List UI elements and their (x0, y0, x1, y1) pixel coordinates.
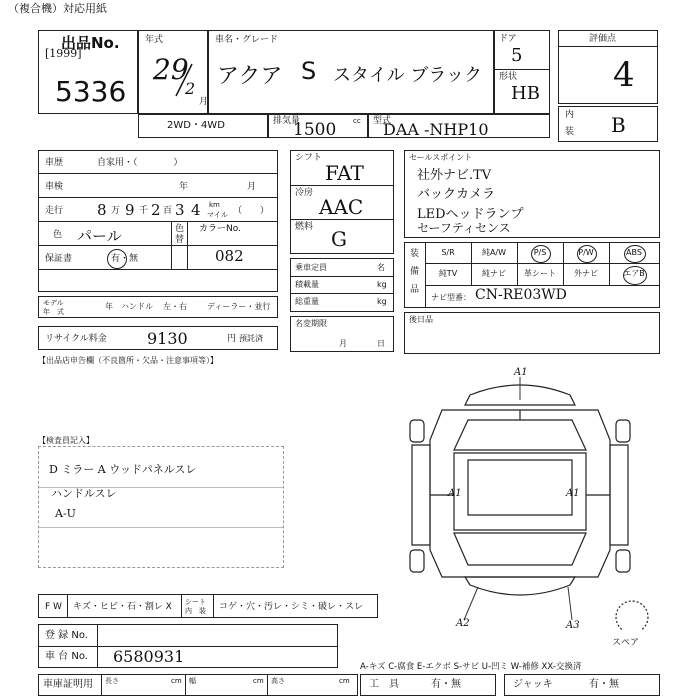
warranty-value: 有・無 (111, 254, 139, 264)
model-year-year: 年 (105, 302, 113, 311)
model-box (208, 30, 494, 114)
shape-label: 形状 (499, 72, 518, 82)
mark-right: A1 (566, 488, 580, 499)
damage-legend: A-キズ C-腐食 E-エクボ S-サビ U-凹ミ W-補修 XX-交換済 (360, 662, 582, 672)
mileage-v4: 3 (175, 201, 185, 219)
reg-vin-box (38, 624, 338, 668)
color-tag-2: 替 (175, 235, 185, 245)
tools-label: 工 具 (369, 679, 399, 690)
mark-left: A1 (448, 488, 462, 499)
post-reg-box (404, 312, 660, 354)
seller-notes-label: 【出品店申告欄（不良箇所・欠品・注意事項等）】 (38, 356, 218, 365)
interior-label-1: 内 (565, 110, 575, 120)
inspector-note-1: D ミラー A ウッドパネルスレ (49, 463, 197, 476)
interior-value: B (611, 113, 626, 137)
recycle-value: 9130 (147, 329, 188, 348)
doors-value: 5 (511, 45, 523, 66)
model-year-label-2: 年 式 (43, 308, 64, 316)
inspection-label: 車検 (45, 182, 64, 192)
displacement-box (268, 114, 368, 138)
doc-type: （複合機）対応用紙 (8, 2, 107, 15)
ac-value: AAC (319, 195, 364, 219)
car-damage-diagram (400, 365, 660, 630)
fuel-label: 燃料 (295, 222, 314, 232)
inspection-year: 年 (179, 182, 189, 192)
year-slash (170, 60, 200, 100)
door-shape-box (494, 30, 550, 114)
shift-ac-fuel (290, 150, 394, 254)
load-unit: kg (377, 280, 387, 289)
recycle-label: リサイクル料金 (45, 334, 107, 344)
interior-box (558, 106, 658, 142)
displacement-label: 排気量 (273, 116, 301, 126)
abs-circle (624, 245, 646, 263)
sales-points (404, 150, 660, 238)
name-change-label: 名変期限 (295, 319, 327, 328)
recycle-row (38, 326, 278, 350)
cert-height: 高さ (271, 677, 285, 685)
equip-alloy: 純A/W (481, 248, 507, 257)
cert-width-unit: cm (253, 677, 264, 685)
mileage-u1: 万 (111, 206, 121, 216)
equipment-box (404, 242, 660, 308)
color-label: 色 (53, 230, 63, 240)
shift-label: シフト (295, 153, 323, 163)
equipment-label-3: 品 (410, 285, 420, 295)
chassis-value: DAA -NHP10 (383, 120, 489, 139)
equip-sr: S/R (441, 248, 455, 257)
pw-circle (577, 245, 597, 263)
model-year-label-1: モデル (43, 299, 64, 307)
model-year-sides: 左・右 (163, 302, 187, 311)
month-unit: 月 (199, 97, 209, 107)
cert-height-unit: cm (339, 677, 350, 685)
sales-point-3: LEDヘッドランプ (417, 207, 524, 222)
equip-ext-navi: 外ナビ (574, 269, 598, 278)
registration-label: 登 録 No. (45, 630, 88, 641)
mileage-v5: 4 (191, 201, 201, 219)
warranty-label: 保証書 (45, 254, 73, 264)
equip-airbag: エアB (623, 269, 645, 278)
interior-label-2: 装 (565, 127, 575, 137)
inspector-note-3: A-U (55, 507, 76, 520)
weight-label: 総重量 (295, 297, 319, 306)
ps-circle (531, 245, 551, 263)
sales-points-label: セールスポイント (409, 153, 473, 162)
model-year-handle: ハンドル (121, 302, 153, 311)
equipment-label-2: 備 (410, 267, 420, 277)
sales-point-2: バックカメラ (417, 187, 496, 202)
color-code-label: カラーNo. (199, 224, 241, 234)
tools-value: 有・無 (431, 679, 461, 690)
name-change-box (290, 316, 394, 352)
mileage-unit-mile: マイル (207, 211, 228, 219)
load-label: 積載量 (295, 280, 319, 289)
score-value: 4 (613, 55, 635, 95)
tools-box (360, 674, 496, 696)
vin-label: 車 台 No. (45, 651, 88, 662)
spare-label: スペア (612, 638, 640, 648)
equip-tv: 純TV (438, 269, 458, 278)
cert-label: 車庫証明用 (43, 679, 93, 690)
chassis-box (368, 114, 550, 138)
history-label: 車歴 (45, 158, 64, 168)
inspector-note-2: ハンドルスレ (51, 487, 117, 500)
score-box (558, 30, 658, 104)
ac-label: 冷房 (295, 188, 314, 198)
mileage-unit-km: km (209, 201, 220, 209)
color-value: パール (77, 227, 122, 245)
mileage-u3: 百 (163, 206, 173, 216)
chassis-label: 型式 (373, 116, 392, 126)
fw-label: F W (45, 602, 62, 612)
fw-sheet-1: シート (185, 598, 206, 606)
lot-box (38, 30, 138, 114)
doors-label: ドア (499, 34, 517, 44)
displacement-unit: cc (353, 117, 361, 125)
lot-label: 出品No. (61, 34, 120, 52)
fw-row (38, 594, 378, 618)
navi-label: ナビ型番： (431, 293, 471, 302)
capacity-box (290, 258, 394, 312)
shape-value: HB (511, 83, 540, 104)
vin-value: 6580931 (113, 647, 185, 666)
model-year-row (38, 296, 278, 318)
year-label: 年式 (145, 35, 164, 45)
sales-point-1: 社外ナビ.TV (417, 168, 492, 183)
mileage-v2: 9 (125, 201, 135, 219)
cert-width: 幅 (189, 677, 196, 685)
equip-ps: P/S (533, 248, 547, 257)
color-code-value: 082 (215, 247, 244, 265)
equip-navi: 純ナビ (482, 269, 506, 278)
equip-leather: 革シート (524, 269, 556, 278)
fw-sheet-2: 内 装 (185, 607, 206, 615)
mark-bottom-left: A2 (456, 618, 470, 629)
mark-bottom-right: A3 (566, 620, 580, 631)
name-change-month: 月 (339, 339, 347, 348)
navi-value: CN-RE03WD (475, 287, 567, 303)
warranty-yes-circle (107, 249, 127, 269)
year-value: 29 (153, 53, 189, 86)
lot-year-tag: [1999] (45, 47, 82, 60)
score-label: 評価点 (589, 34, 617, 44)
fuel-value: G (331, 227, 347, 251)
cert-length: 長さ (105, 677, 119, 685)
post-reg-label: 後日品 (409, 315, 433, 324)
recycle-deposit: 預託済 (239, 334, 263, 343)
color-tag-1: 色 (175, 224, 185, 234)
mileage-label: 走行 (45, 206, 64, 216)
capacity-label: 乗車定員 (295, 263, 327, 272)
cert-row (38, 674, 358, 696)
model-grade: S (301, 57, 317, 85)
model-name: アクア (217, 64, 283, 89)
equip-abs: ABS (626, 248, 642, 257)
capacity-unit: 名 (377, 263, 385, 272)
mileage-u2: 千 (139, 206, 149, 216)
equipment-label-1: 装 (410, 249, 420, 259)
jack-box (504, 674, 660, 696)
airbag-circle (623, 266, 647, 285)
shift-value: FAT (325, 161, 364, 185)
fw-text-1: キズ・ヒビ・石・割レ X (73, 602, 172, 612)
weight-unit: kg (377, 297, 387, 306)
model-year-dealer: ディーラー・並行 (207, 302, 271, 311)
mileage-v3: 2 (151, 201, 161, 219)
drive-options: 2WD・4WD (167, 120, 225, 131)
inspector-notes-area (38, 446, 284, 568)
vehicle-info (38, 150, 278, 292)
sales-point-4: セーフティセンス (417, 221, 511, 235)
model-trim: スタイル ブラック (333, 65, 483, 86)
mark-top: A1 (514, 367, 528, 378)
jack-value: 有・無 (589, 679, 619, 690)
history-value: 自家用・（ ） (97, 158, 183, 168)
inspector-notes-label: 【検査員記入】 (38, 436, 94, 445)
recycle-unit: 円 (227, 334, 237, 344)
drive-box (138, 114, 268, 138)
cert-length-unit: cm (171, 677, 182, 685)
jack-label: ジャッキ (513, 679, 553, 690)
lot-number: 5336 (55, 75, 127, 108)
mileage-paren: （ ） (233, 206, 270, 216)
spare-tire-circle (616, 601, 648, 630)
mileage-v1: 8 (97, 201, 107, 219)
fw-text-2: コゲ・穴・汚レ・シミ・破レ・スレ (219, 602, 364, 612)
model-label: 車名・グレード (215, 35, 279, 45)
name-change-day: 日 (377, 339, 385, 348)
displacement-value: 1500 (293, 120, 337, 140)
equip-pw: P/W (578, 248, 594, 257)
month-value: 2 (185, 79, 196, 98)
inspection-month: 月 (247, 182, 257, 192)
